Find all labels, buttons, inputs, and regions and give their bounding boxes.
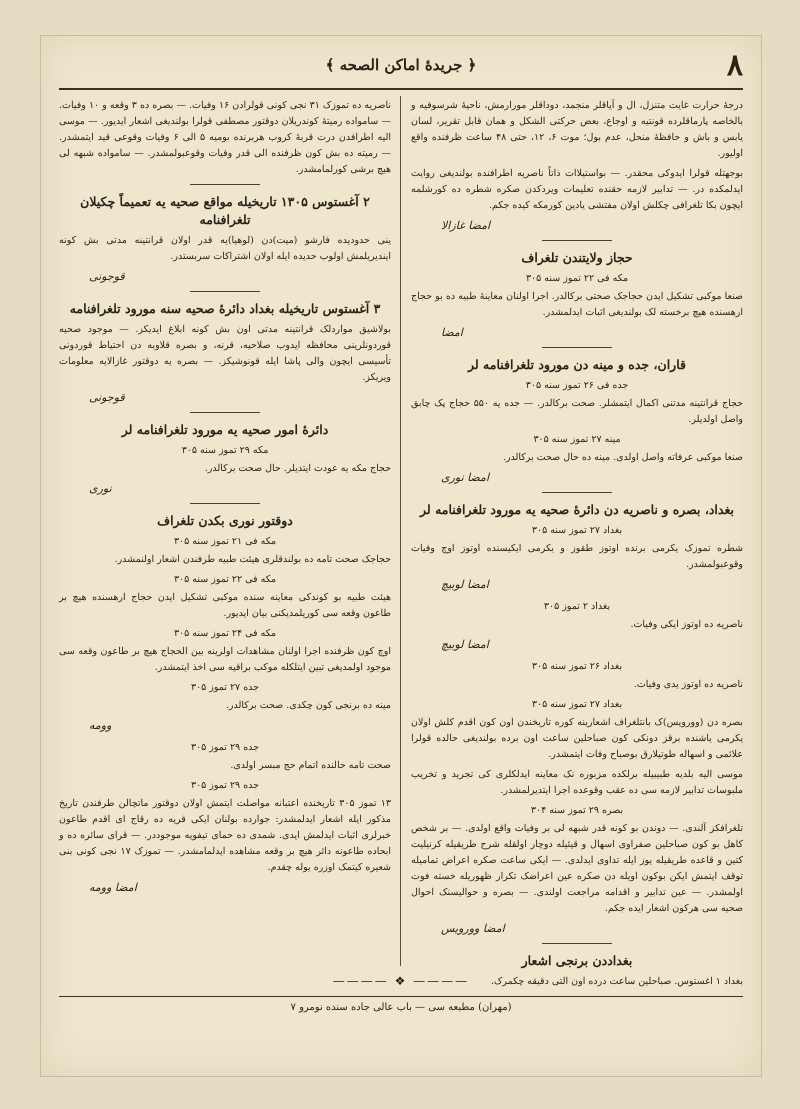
footer-ornament: ———— ❖ ———— xyxy=(332,974,470,988)
paragraph: حجاجک صحت تامه ده بولندقلری هیئت طبیه طرفندن اشعار اولنمشدر. xyxy=(114,554,391,565)
section-separator xyxy=(190,184,260,185)
signature: امضا لوبیچ xyxy=(441,638,489,651)
dateline: مینه ۲۷ تموز سنه ۳۰۵ xyxy=(533,434,621,445)
dateline: بغداد ۲ تموز ۳۰۵ xyxy=(543,601,611,612)
section-separator xyxy=(542,347,612,348)
signature: امضا لوبیچ xyxy=(441,578,489,591)
section-heading: ۳ آغستوس تاریخیله بغداد دائرهٔ صحیه سنه مورود تلغرافنامه xyxy=(69,301,381,316)
section-separator xyxy=(190,503,260,504)
section-heading: بغداد، بصره و ناصریه دن دائرهٔ صحیه یه مورود تلغرافنامه لر xyxy=(420,502,734,517)
paragraph: ناصریه ده اوتوز یدی وفیات. xyxy=(633,679,743,690)
dateline: مکه فی ۲۲ تموز سنه ۳۰۵ xyxy=(525,273,629,284)
section-separator xyxy=(190,412,260,413)
newspaper-page xyxy=(40,35,762,1077)
signature: امضا xyxy=(441,326,463,339)
signature: قوجونی xyxy=(89,270,125,283)
paragraph: صنعا موکبی تشکیل ایدن حجاجک صحتی برکالدر. اجرا اولنان معاینهٔ طبیه ده بو حجاج ارهسنده هیچ برخسته لک بولندیغی اثبات ایدلمشدر. xyxy=(411,291,743,318)
dateline: جده ۲۹ تموز ۳۰۵ xyxy=(190,780,260,791)
section-heading: حجاز ولایتندن تلغراف xyxy=(521,250,633,265)
printer-imprint: (مهران) مطبعه سی — باب عالی جاده سنده نومرو ۷ xyxy=(290,1002,512,1013)
paragraph: بغداد ۱ اغستوس. صباحلین ساعت درده اون التی دقیقه چکمرک. xyxy=(490,976,743,987)
dateline: بغداد ۲۶ تموز سنه ۳۰۵ xyxy=(531,661,623,672)
paragraph: درجهٔ حرارت غایت متنزل، ال و آیاقلر منجمد، دوداقلر مورارمش، ناحیهٔ شرسوفیه و بالخاصه پارماقلرده قونتیه و اوجاع، بعض حرکتی الشکل و همان قابل تقریر، لسان یابس و باش و حافظهٔ منحل، عدم بول؛ موت ۶، ۱۲، حتی ۴۸ ساعت ظرفنده واقع اولیور. xyxy=(411,100,744,159)
dateline: مکه فی ۲۱ تموز سنه ۳۰۵ xyxy=(173,536,277,547)
signature: امضا غازالا xyxy=(441,219,491,232)
signature: امضا نوری xyxy=(441,471,490,484)
paragraph: شطره تموزک یکرمی برنده اوتوز طقوز و یکرمی ایکیسنده اوتوز اوچ وفیات وقوعبولمشدر. xyxy=(411,543,743,570)
section-separator xyxy=(542,943,612,944)
right-column xyxy=(411,98,744,987)
dateline: بصره ۲۹ تموز سنه ۳۰۴ xyxy=(530,805,624,816)
paragraph: بوجهتله قولرا ایدوکی محقدر. — بواستیلاات ذاتاً ناصریه اطرافنده بولندیغی روایت ایدلمکده در. — تدابیر لازمه حقنده تعلیمات ویردکدن صکره شطره ده کورشلمه ایچون بکا تلغرافی چکلش اولان مفتشی یادین کورمکه کیده جکم. xyxy=(411,168,743,211)
paragraph: ینی حدودیده فارشو (میت)دن (لوهیا)یه قدر اولان قرانتینه مدتی بش کونه ایندیریلمش اولوب حدیده ایله اولان اشتراکات سربستدر. xyxy=(59,235,391,262)
section-heading: بغداددن برنجی اشعار xyxy=(521,953,633,968)
dateline: مکه ۲۹ تموز سنه ۳۰۵ xyxy=(181,445,269,456)
paragraph: حجاج قرانتینه مدتنی اکمال ایتمشلر. صحت برکالدر. — جده یه ۵۵۰ حجاج پک چابق واصل اولدیلر. xyxy=(411,398,743,425)
paragraph: ناصریه ده اوتوز ایکی وفیات. xyxy=(630,619,743,630)
dateline: بغداد ۲۷ تموز سنه ۳۰۵ xyxy=(531,699,623,710)
signature: وومه xyxy=(89,719,112,732)
section-heading: دوقتور نوری بکدن تلغراف xyxy=(157,513,293,528)
signature: قوجونی xyxy=(89,391,125,404)
paragraph: بصره دن (وورویس)ک بانتلغراف اشعارینه کوره تاریخندن اون کون اقدم کلش اولان یکرمی یاشنده برقز دونکی کون صباحلین ساعت اون برده بولندیغی حالده قولرا علائمی و اسهاله طوتیلارق بوصباح وفات ایتمشدر. xyxy=(411,717,743,760)
paragraph: ناصریه ده تموزک ۳۱ نجی کونی قولرادن ۱۶ وفیات. — بصره ده ۳ وقعه و ۱۰ وفیات. — سامواده رمیتهٔ کوندریلان دوقتور مصطفی قولرا بولندیغی اشعار ایدیور. — موسی الیه اطرافدن درت قربهٔ کروب هربرنده بومیه ۵ الی ۶ وفیات وقوعی قید ایتمشدر. — رمیته ده بش کون ظرفنده الی قدر وفیات وقوعبولمشدر. — سامواده شبهه لی هیچ برشی کورلمامشدر. xyxy=(59,100,392,175)
paragraph: بولاشیق مواردلک قرانتینه مدتی اون بش کونه ابلاغ ایدیکز. — موجود صحیه قوردونلرینی محافظه ایدوب صلاحیه، قرنه، و بصره قلاوبه دن احتیاط قوردونی تأسیسی ایچون والی پاشا ایله قونوشیکز. — بصره یه دوقتور غازالایه معلومات ویریکز. xyxy=(59,324,391,383)
section-separator xyxy=(542,240,612,241)
paragraph: اوچ کون ظرفنده اجرا اولنان مشاهدات اولرینه بین الحجاج هیچ بر طاعون وقعه سی موجود اولمدیغی تبین ایتلکله موکب براقیه سی اخذ ایتمشدر. xyxy=(59,646,391,673)
signature: نوری xyxy=(89,482,112,495)
section-separator xyxy=(542,492,612,493)
section-heading: ۲ آغستوس ۱۳۰۵ تاریخیله مواقع صحیه یه تعمیماً چکیلان تلغرافنامه xyxy=(80,194,370,227)
paragraph: صحت تامه حالنده اتمام حج مبسر اولدی. xyxy=(230,760,391,771)
footer-rule xyxy=(59,996,743,997)
paragraph: صنعا موکبی عرفاته واصل اولدی. مینه ده حال صحت برکالدر. xyxy=(502,452,743,463)
page-title: ﴿ جريدهٔ اماكن الصحه ﴾ xyxy=(325,56,477,74)
paragraph: هیئت طبیه بو کوندکی معاینه سنده موکبی تشکیل ایدن حجاج ارهسنده هیچ بر طاعون وقعه سی کوریلمدیکنی بیان ایدیور. xyxy=(59,592,391,619)
signature: امضا وومه xyxy=(89,881,137,894)
left-column xyxy=(59,98,391,968)
dateline: جده ۲۷ تموز ۳۰۵ xyxy=(190,682,260,693)
section-heading: قاران، جده و مینه دن مورود تلغرافنامه لر xyxy=(468,357,686,372)
section-heading: دائرهٔ امور صحیه یه مورود تلغرافنامه لر xyxy=(121,422,329,437)
dateline: بغداد ۲۷ تموز سنه ۳۰۵ xyxy=(531,525,623,536)
dateline: مکه فی ۲۲ تموز سنه ۳۰۵ xyxy=(173,574,277,585)
dateline: جده فی ۲۶ تموز سنه ۳۰۵ xyxy=(525,380,629,391)
header-rule xyxy=(59,88,743,90)
paragraph: حجاج مکه یه عودت ایتدیلر. حال صحت برکالدر. xyxy=(204,463,391,474)
paragraph: موسی الیه بلدیه طبیبیله برلکده مزبوره نک معاینه ایدلکلری کی تجرید و تخریب ملبوسات تدابیر لازمه سی ده عقب وقوعده اجرا ایتدیرلمشدر. xyxy=(411,769,743,796)
section-separator xyxy=(190,291,260,292)
page-header xyxy=(41,36,761,91)
dateline: جده ۲۹ تموز ۳۰۵ xyxy=(190,742,260,753)
column-divider xyxy=(400,96,401,966)
paragraph: ۱۳ تموز ۳۰۵ تاریخنده اعتبانه مواصلت ایتمش اولان دوقتور ماتچالن طرفندن تاریخ مذکور ایله اشعار ایدلمشدر: جوارده بولنان ایکی قریه ده رقاج ای اقدم طاعون خبرلری اثبات ایدلمش ایدی. شمدی ده حمای تیفویه موجوددر. — قرای سائره ده و ابحاده طاعونه دائر هیچ بر وقعه مشاهده ایدلمامشدر. — تموزک ۱۷ نجی کونی بنی شعیره کیتمک اوزره یوله چقدم. xyxy=(59,798,391,873)
dateline: مکه فی ۲۴ تموز سنه ۳۰۵ xyxy=(173,628,277,639)
paragraph: مینه ده برنجی کون چکدی. صحت برکالدر. xyxy=(225,700,391,711)
page-number: ٨ xyxy=(726,48,743,83)
paragraph: تلغرافکز آلندی. — دوندن بو کونه قدر شبهه لی بر وفیات واقع اولدی. — بر شخص کاهل بو کون صباحلین صفراوی اسهال و قیئیله دوچار اولقله شرح طریقیله کرنیلیت کتین و قاعده طریقیله یوز ایله تداوی ایدلدی. — ایکی ساعت صکره اعراض تمامیله توقف ایتمش ایکن بوکون اویله دن صکره عین اعراضک تکرار ظهوریله خسته فوت اولمشدر. — عین تدابیر و اقدامه مراجعت اولندی. — بصره و حوالیسنک احوال صحیه سی هرکون اشعار ایده جکم. xyxy=(411,823,743,914)
signature: امضا وورویس xyxy=(441,922,505,935)
